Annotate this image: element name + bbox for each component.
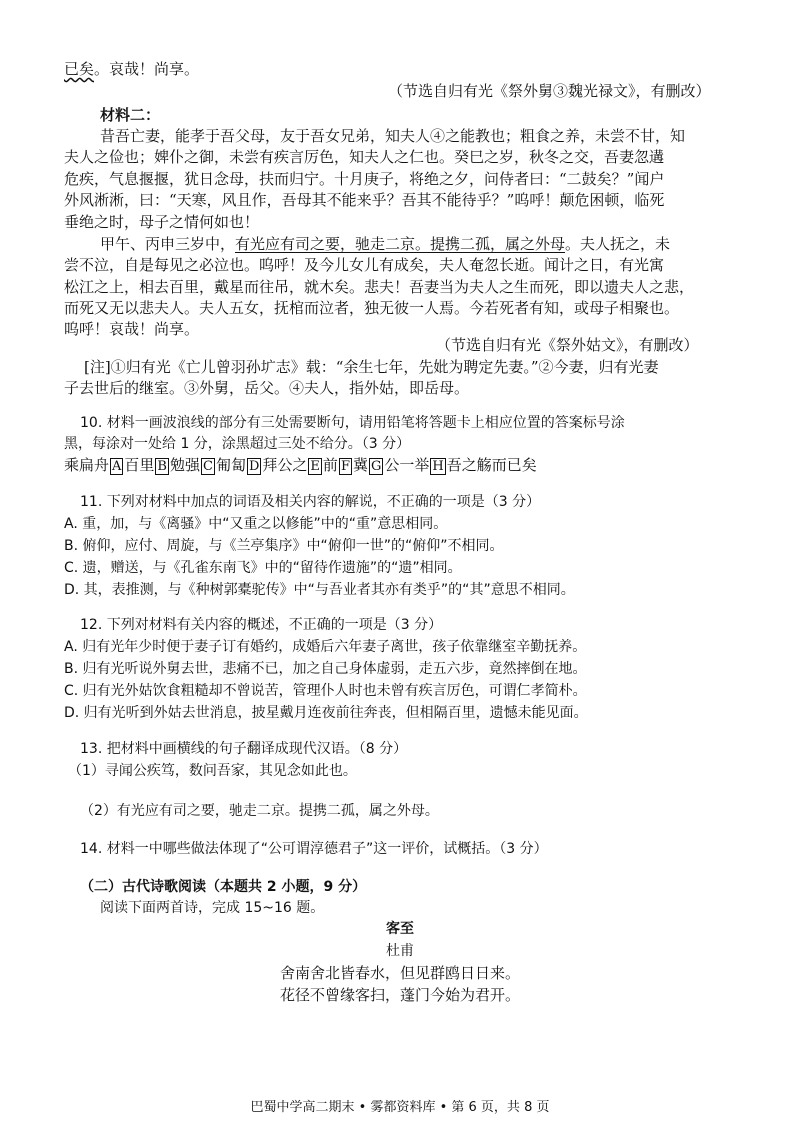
q11-stem: 11. 下列对材料中加点的词语及相关内容的解说，不正确的一项是（3 分） bbox=[80, 494, 541, 510]
page-footer: 巴蜀中学高二期末 • 雾都资料库 • 第 6 页，共 8 页 bbox=[250, 1100, 550, 1115]
poem-author: 杜甫 bbox=[386, 943, 414, 959]
answer-label-b[interactable]: B bbox=[157, 459, 167, 474]
material1-ending bbox=[64, 58, 199, 80]
answer-label-c[interactable]: C bbox=[203, 459, 213, 474]
q10-segment: 公一举 bbox=[384, 456, 430, 474]
q10-segment: 百里 bbox=[124, 456, 155, 474]
material2-line: 呜呼！哀哉！尚享。 bbox=[64, 320, 200, 338]
q10-segment: 冀 bbox=[352, 456, 368, 474]
material2-line: 垂绝之时，母子之情何如也！ bbox=[64, 213, 260, 231]
material2-line: 而死又无以悲夫人。夫人五女，抚棺而泣者，独无彼一人焉。今若死者有知，或母子相聚也。 bbox=[64, 299, 680, 317]
q11-option-a[interactable]: A. 重，加，与《离骚》中“又重之以修能”中的“重”意思相同。 bbox=[64, 516, 448, 532]
para2-suffix: 。夫人抚之，未 bbox=[565, 235, 671, 253]
q12-option-a[interactable]: A. 归有光年少时便于妻子订有婚约，成婚后六年妻子离世，孩子依靠继室辛勤抚养。 bbox=[64, 639, 587, 655]
material2-line: 昔吾亡妻，能孝于吾父母，友于吾女兄弟，知夫人④之能教也；粗食之养，未尝不甘，知 bbox=[100, 127, 686, 145]
q12-option-d[interactable]: D. 归有光听到外姑去世消息，披星戴月连夜前往奔丧，但相隔百里，遗憾未能见面。 bbox=[64, 705, 588, 721]
q10-segment: 前 bbox=[322, 456, 338, 474]
q10-segment: 匍匐 bbox=[215, 456, 246, 474]
material2-source: （节选自归有光《祭外姑文》，有删改） bbox=[436, 336, 699, 354]
answer-label-f[interactable]: F bbox=[340, 459, 350, 474]
answer-label-a[interactable]: A bbox=[112, 459, 122, 474]
material2-line: 外风淅淅，曰：“天寒，风且作，吾母其不能来乎？吾其不能待乎？”呜呼！颠危困顿，临死 bbox=[64, 191, 665, 209]
q10-segment: 勉强 bbox=[169, 456, 200, 474]
q11-option-b[interactable]: B. 俯仰，应付、周旋，与《兰亭集序》中“俯仰一世”的“俯仰”不相同。 bbox=[64, 538, 504, 554]
poem-line: 舍南舍北皆春水，但见群鸥日日来。 bbox=[279, 964, 520, 982]
material2-line: 尝不泣，自是每见之必泣也。呜呼！及今儿女儿有成矣，夫人奄忽长逝。闻计之日，有光寓 bbox=[64, 256, 665, 274]
q12-stem: 12. 下列对材料有关内容的概述，不正确的一项是（3 分） bbox=[80, 617, 443, 633]
q10-segment: 拜公之 bbox=[262, 456, 308, 474]
q11-option-c[interactable]: C. 遗，赠送，与《孔雀东南飞》中的“留待作遗施”的“遗”相同。 bbox=[64, 560, 462, 576]
note-line: 子去世后的继室。③外舅，岳父。④夫人，指外姑，即岳母。 bbox=[64, 379, 470, 397]
para2-prefix: 甲午、丙申三岁中， bbox=[100, 235, 236, 253]
answer-label-e[interactable]: E bbox=[310, 459, 320, 474]
q10-segment: 吾之觞而已矣 bbox=[446, 456, 537, 474]
answer-label-g[interactable]: G bbox=[370, 459, 382, 474]
q13-item-2: （2）有光应有司之要，驰走二京。提携二孤，属之外母。 bbox=[80, 803, 439, 819]
note-line: [注]①归有光《亡儿曾羽孙圹志》载：“余生七年，先妣为聘定先妻。”②今妻，归有光妻 bbox=[84, 358, 659, 376]
section2-intro: 阅读下面两首诗，完成 15~16 题。 bbox=[100, 900, 325, 916]
underlined-sentence: 有光应有司之要，驰走二京。提携二孤，属之外母 bbox=[235, 235, 566, 253]
q11-option-d[interactable]: D. 其，表推测，与《种树郭橐驼传》中“与吾业者其亦有类乎”的“其”意思不相同。 bbox=[64, 582, 575, 598]
answer-label-d[interactable]: D bbox=[248, 459, 260, 474]
poem-title: 客至 bbox=[386, 921, 414, 937]
q12-option-b[interactable]: B. 归有光听说外舅去世，悲痛不已，加之自己身体虚弱，走五六步，竟然摔倒在地。 bbox=[64, 661, 587, 677]
q13-stem: 13. 把材料中画横线的句子翻译成现代汉语。（8 分） bbox=[80, 741, 408, 757]
q10-segment: 乘扁舟 bbox=[64, 456, 110, 474]
section2-heading: （二）古代诗歌阅读（本题共 2 小题，9 分） bbox=[80, 879, 367, 895]
q10-stem: 10. 材料一画波浪线的部分有三处需要断句，请用铅笔将答题卡上相应位置的答案标号涂 bbox=[80, 415, 625, 431]
material2-line: 松江之上，相去百里，戴星而往吊，就木矣。悲夫！吾妻当为夫人之生而死，即以遗夫人之悲， bbox=[64, 278, 695, 296]
answer-label-h[interactable]: H bbox=[432, 459, 444, 474]
q13-item-1: （1）寻闻公疾笃，数问吾家，其见念如此也。 bbox=[68, 763, 357, 779]
material1-ending-rest: 。哀哉！尚享。 bbox=[94, 60, 200, 78]
q14-stem: 14. 材料一中哪些做法体现了“公可谓淳德君子”这一评价，试概括。（3 分） bbox=[80, 841, 548, 857]
material2-line: 危疾，气息揠揠，犹日念母，扶而归宁。十月庚子，将绝之夕，问侍者曰：“二鼓矣？”闻户 bbox=[64, 170, 665, 188]
material2-para2-first-line bbox=[100, 233, 670, 255]
material2-line: 夫人之俭也；婢仆之御，未尝有疾言厉色，知夫人之仁也。癸巳之岁，秋冬之交，吾妻忽遘 bbox=[64, 148, 665, 166]
wavy-underlined-text: 已矣 bbox=[64, 60, 95, 78]
q10-stem-cont: 黑，每涂对一处给 1 分，涂黑超过三处不给分。（3 分） bbox=[64, 436, 411, 452]
q10-sentence bbox=[64, 454, 537, 476]
material2-heading: 材料二： bbox=[100, 106, 161, 124]
poem-line: 花径不曾缘客扫，蓬门今始为君开。 bbox=[279, 986, 520, 1004]
material1-source: （节选自归有光《祭外舅③魏光禄文》，有删改） bbox=[388, 82, 711, 100]
q12-option-c[interactable]: C. 归有光外姑饮食粗糙却不曾说苦，管理仆人时也未曾有疾言厉色，可谓仁孝简朴。 bbox=[64, 683, 587, 699]
